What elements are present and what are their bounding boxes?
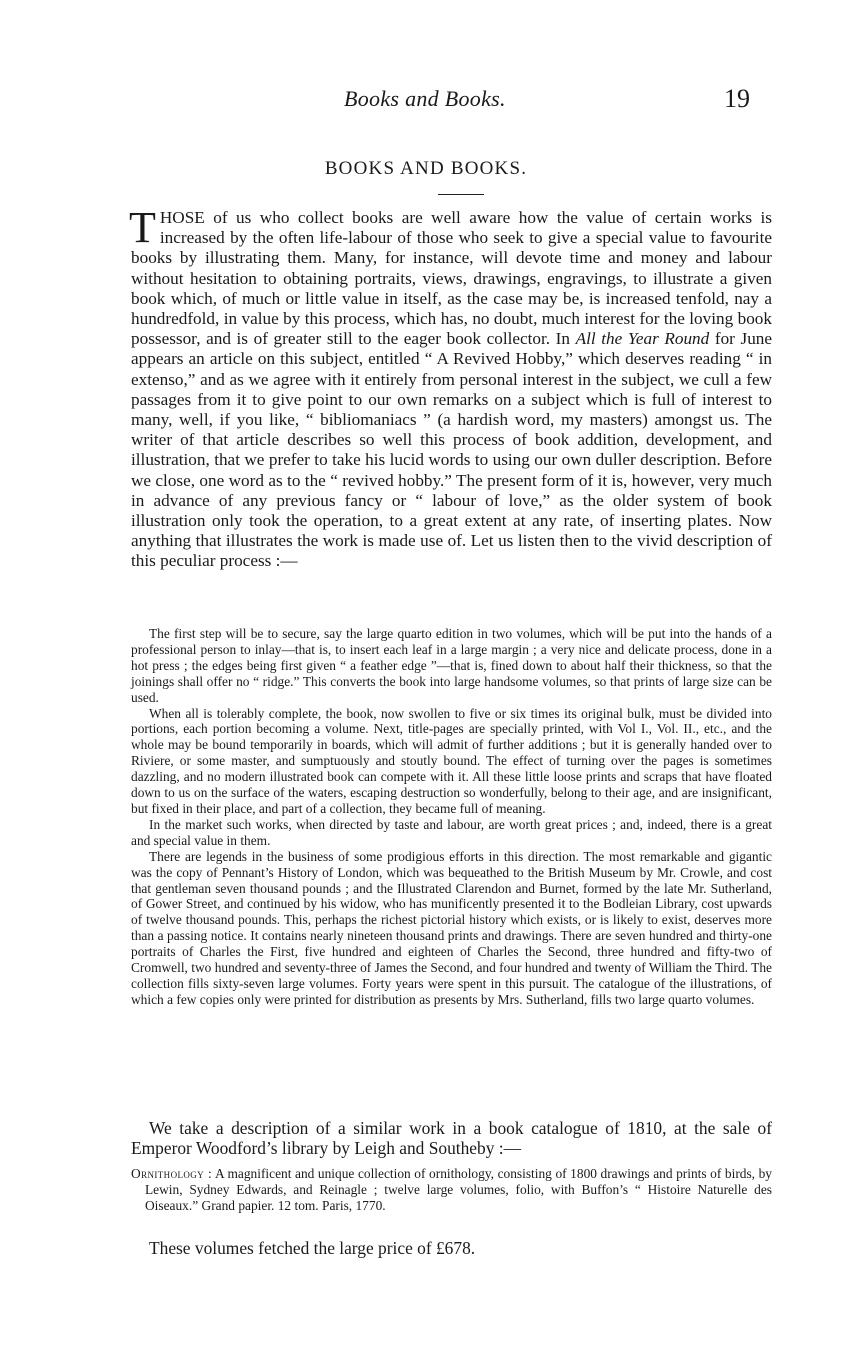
article-title: BOOKS AND BOOKS. <box>324 158 528 179</box>
running-title: Books and Books. <box>344 86 506 111</box>
catalogue-intro-paragraph <box>131 1118 772 1159</box>
catalogue-intro-text: We take a description of a similar work in a book catalogue of 1810, at the sale of Emperor Woodford’s library by Leigh and Southeby :— <box>131 1118 772 1159</box>
intro-paragraph <box>129 203 773 572</box>
drop-cap: T <box>129 203 156 252</box>
catalogue-description: A magnificent and unique collection of ornithology, consisting of 1800 drawings and prints of birds, by Lewin, Sydney Edwards, and Reinagle ; twelve large volumes, folio, with Buffon’s “ Histoire Naturelle des Oiseaux.” Grand papier. 12 tom. Paris, 1770. <box>145 1166 772 1213</box>
quote-paragraph: In the market such works, when directed by taste and labour, are worth great prices ; and, indeed, there is a great and special value in them. <box>131 816 772 848</box>
closing-paragraph <box>131 1238 772 1258</box>
intro-italic-title: All the Year Round <box>575 329 710 349</box>
closing-text: These volumes fetched the large price of £678. <box>149 1238 476 1258</box>
title-rule <box>438 194 484 195</box>
quote-paragraph: When all is tolerably complete, the book, now swollen to five or six times its original bulk, must be divided into portions, each portion becoming a volume. Next, title-pages are specially printed, with Vol I., Vol. II., etc., and the whole may be bound temporarily in boards, which will admit of further additions ; but it is generally handed over to Riviere, or some master, and sumptuously and stoutly bound. The effect of turning over the pages is sometimes dazzling, and no modern illustrated book can compete with it. All these little loose prints and scraps that have floated down to us on the surface of the waters, escaping destruction so wonderfully, belong to their age, and are insignificant, but fixed in their place, and part of a collection, they became full of meaning. <box>131 705 772 816</box>
quote-paragraph: The first step will be to secure, say the large quarto edition in two volumes, which will be put into the hands of a professional person to inlay—that is, to insert each leaf in a large margin ; a very nice and delicate process, done in a hot press ; the edges being first given “ a feather edge ”—that is, fined down to about half their thickness, so that the joinings shall offer no “ ridge.” This converts the book into large handsome volumes, so that prints of large size can be used. <box>131 626 772 705</box>
catalogue-label: Ornithology : <box>131 1166 213 1181</box>
running-head <box>0 82 852 118</box>
intro-text-part2: for June appears an article on this subject, entitled “ A Revived Hobby,” which deserves reading “ in extenso,” and as we agree with it entirely from personal interest in the subject, we cull a few passages from it to give point to our own remarks on a subject which is full of interest to many, well, if you like, “ bibliomaniacs ” (a hardish word, my masters) amongst us. The writer of that article describes so well this process of book addition, development, and illustration, that we prefer to take his lucid words to using our own duller description. Before we close, one word as to the “ revived hobby.” The present form of it is, however, very much in advance of any previous fancy or “ labour of love,” as the older system of book illustration only took the operation, to a great extent at any rate, of inserting plates. Now anything that illustrates the work is made use of. Let us listen then to the vivid description of this peculiar process :— <box>131 329 773 571</box>
page-number: 19 <box>724 84 750 113</box>
catalogue-entry-text <box>131 1166 772 1214</box>
quoted-extract <box>131 626 772 1008</box>
quote-paragraph: There are legends in the business of some prodigious efforts in this direction. The most remarkable and gigantic was the copy of Pennant’s History of London, which was bequeathed to the British Museum by Mr. Crowle, and cost that gentleman seven thousand pounds ; and the Illustrated Clarendon and Burnet, formed by the late Mr. Sutherland, of Gower Street, and continued by his widow, who has munificently presented it to the Bodleian Library, cost upwards of twelve thousand pounds. This, perhaps the richest pictorial history which exists, or is likely to exist, deserves more than a passing notice. It contains nearly nineteen thousand prints and drawings. There are seven hundred and thirty-one portraits of Charles the First, five hundred and eighteen of Charles the Second, three hundred and fifty-two of Cromwell, two hundred and seventy-three of James the Second, and four hundred and twenty of William the Third. The collection fills sixty-seven large volumes. Forty years were spent in this pursuit. The catalogue of the illustrations, of which a few copies only were printed for distribution as presents by Mrs. Sutherland, fills two large quarto volumes. <box>131 848 772 1007</box>
catalogue-entry <box>131 1166 772 1214</box>
intro-text-part1: HOSE of us who collect books are well aware how the value of certain works is increased by the often life-labour of those who seek to give a special value to favourite books by illustrating them. Many, for instance, will devote time and money and labour without hesitation to obtaining portraits, views, drawings, engravings, to illustrate a given book which, of much or little value in itself, as the case may be, is increased tenfold, nay a hundredfold, in value by this process, which has, no doubt, much interest for the loving book possessor, and is of greater still to the eager book collector. In <box>131 208 772 349</box>
